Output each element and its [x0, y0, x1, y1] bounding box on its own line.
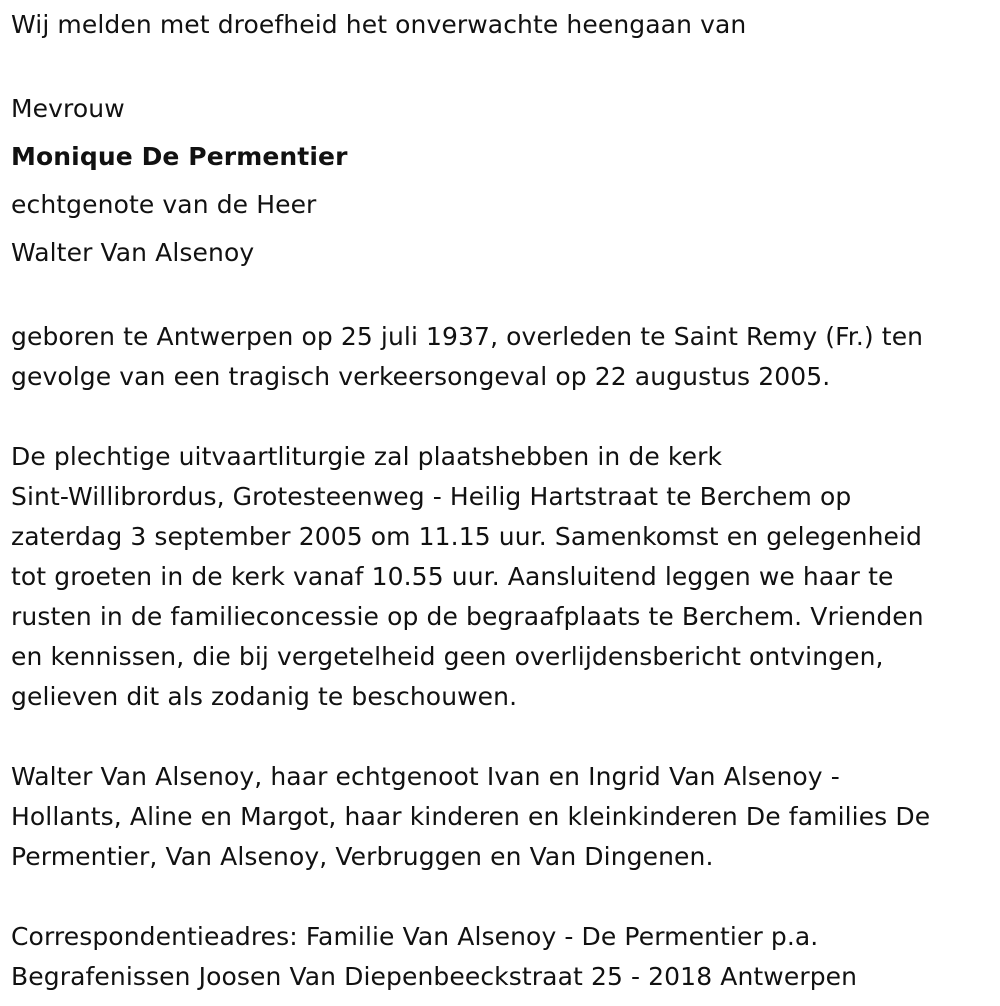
honorific: Mevrouw: [11, 94, 125, 123]
death-notice: [11, 0, 996, 997]
deceased-block: [11, 85, 996, 277]
paragraph-line: gelieven dit als zodanig te beschouwen.: [11, 682, 518, 711]
relation-text: echtgenote van de Heer: [11, 190, 317, 219]
paragraph-line: tot groeten in de kerk vanaf 10.55 uur. Aansluitend leggen we haar te: [11, 562, 894, 591]
spacer: [11, 45, 996, 85]
spacer: [11, 717, 996, 757]
service-paragraph: [11, 437, 996, 717]
spouse-name: Walter Van Alsenoy: [11, 238, 255, 267]
family-paragraph: [11, 757, 996, 877]
paragraph-line: en kennissen, die bij vergetelheid geen overlijdensbericht ontvingen,: [11, 642, 884, 671]
spacer: [11, 877, 996, 917]
intro-text: Wij melden met droefheid het onverwachte heengaan van: [11, 10, 747, 39]
paragraph-line: De plechtige uitvaartliturgie zal plaatshebben in de kerk: [11, 442, 723, 471]
paragraph-line: Correspondentieadres: Familie Van Alsenoy - De Permentier p.a.: [11, 922, 819, 951]
paragraph-line: Walter Van Alsenoy, haar echtgenoot Ivan en Ingrid Van Alsenoy -: [11, 762, 840, 791]
paragraph-line: Begrafenissen Joosen Van Diepenbeeckstraat 25 - 2018 Antwerpen: [11, 962, 858, 991]
address-paragraph: [11, 917, 996, 997]
paragraph-line: rusten in de familieconcessie op de begraafplaats te Berchem. Vrienden: [11, 602, 924, 631]
paragraph-line: Hollants, Aline en Margot, haar kinderen en kleinkinderen De families De: [11, 802, 931, 831]
spacer: [11, 277, 996, 317]
paragraph-line: geboren te Antwerpen op 25 juli 1937, overleden te Saint Remy (Fr.) ten: [11, 322, 924, 351]
birth-death-paragraph: [11, 317, 996, 397]
paragraph-line: Sint-Willibrordus, Grotesteenweg - Heilig Hartstraat te Berchem op: [11, 482, 852, 511]
deceased-name: Monique De Permentier: [11, 142, 348, 171]
spacer: [11, 397, 996, 437]
paragraph-line: Permentier, Van Alsenoy, Verbruggen en Van Dingenen.: [11, 842, 714, 871]
paragraph-line: gevolge van een tragisch verkeersongeval op 22 augustus 2005.: [11, 362, 831, 391]
paragraph-line: zaterdag 3 september 2005 om 11.15 uur. Samenkomst en gelegenheid: [11, 522, 923, 551]
